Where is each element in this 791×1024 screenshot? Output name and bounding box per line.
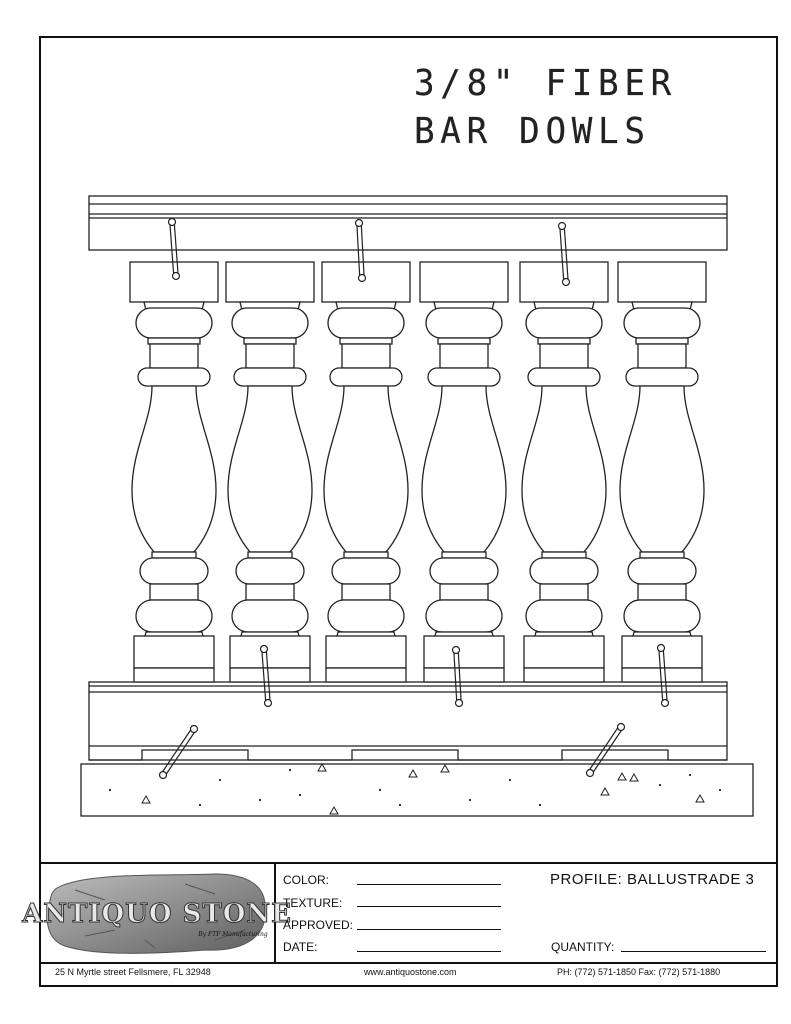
svg-text:ANTIQUO STONE: ANTIQUO STONE [22, 899, 292, 929]
title-block-top-line [39, 862, 778, 864]
concrete-speck [379, 789, 380, 790]
date-input-line[interactable] [357, 951, 501, 952]
concrete-aggregate-mark [142, 796, 150, 803]
approved-input-line[interactable] [357, 929, 501, 930]
baluster [130, 262, 218, 682]
title-line-2: BAR DOWLS [414, 111, 651, 152]
concrete-speck [509, 779, 510, 780]
concrete-aggregate-mark [696, 795, 704, 802]
bottom-rail [89, 682, 727, 760]
approved-field [283, 918, 353, 932]
baluster [520, 262, 608, 682]
svg-text:By FTF Manufacturing: By FTF Manufacturing [198, 931, 268, 938]
concrete-aggregate-mark [630, 774, 638, 781]
concrete-speck [469, 799, 470, 800]
concrete-speck [659, 784, 660, 785]
base-plinth [81, 764, 753, 816]
fiber-bar-dowel [160, 726, 198, 779]
texture-label: TEXTURE: [283, 896, 343, 910]
approved-label: APPROVED: [283, 918, 354, 932]
concrete-speck [219, 779, 220, 780]
date-field [283, 940, 317, 954]
date-label: DATE: [283, 940, 318, 954]
baluster [420, 262, 508, 682]
concrete-aggregate-mark [318, 764, 326, 771]
profile-label: PROFILE: BALLUSTRADE 3 [550, 871, 755, 888]
concrete-aggregate-mark [441, 765, 449, 772]
concrete-speck [689, 774, 690, 775]
concrete-speck [289, 769, 290, 770]
footer-address: 25 N Myrtle street Fellsmere, FL 32948 [55, 967, 211, 977]
color-field [283, 873, 329, 887]
texture-field [283, 896, 342, 910]
antiquo-stone-logo [22, 870, 292, 956]
concrete-speck [259, 799, 260, 800]
concrete-speck [299, 794, 300, 795]
concrete-speck [109, 789, 110, 790]
color-input-line[interactable] [357, 884, 501, 885]
footer-website[interactable]: www.antiquostone.com [364, 967, 457, 977]
concrete-speck [199, 804, 200, 805]
concrete-aggregate-mark [409, 770, 417, 777]
concrete-aggregate-mark [601, 788, 609, 795]
title-block-bottom-line [39, 962, 778, 964]
quantity-input-line[interactable] [621, 951, 766, 952]
quantity-label: QUANTITY: [551, 940, 615, 954]
texture-input-line[interactable] [357, 906, 501, 907]
baluster [618, 262, 706, 682]
concrete-speck [719, 789, 720, 790]
baluster [226, 262, 314, 682]
baluster [322, 262, 410, 682]
footer-phone: PH: (772) 571-1850 Fax: (772) 571-1880 [557, 967, 721, 977]
concrete-speck [399, 804, 400, 805]
title-line-1: 3/8" FIBER [414, 63, 677, 104]
concrete-aggregate-mark [618, 773, 626, 780]
concrete-speck [539, 804, 540, 805]
color-label: COLOR: [283, 873, 330, 887]
concrete-aggregate-mark [330, 807, 338, 814]
